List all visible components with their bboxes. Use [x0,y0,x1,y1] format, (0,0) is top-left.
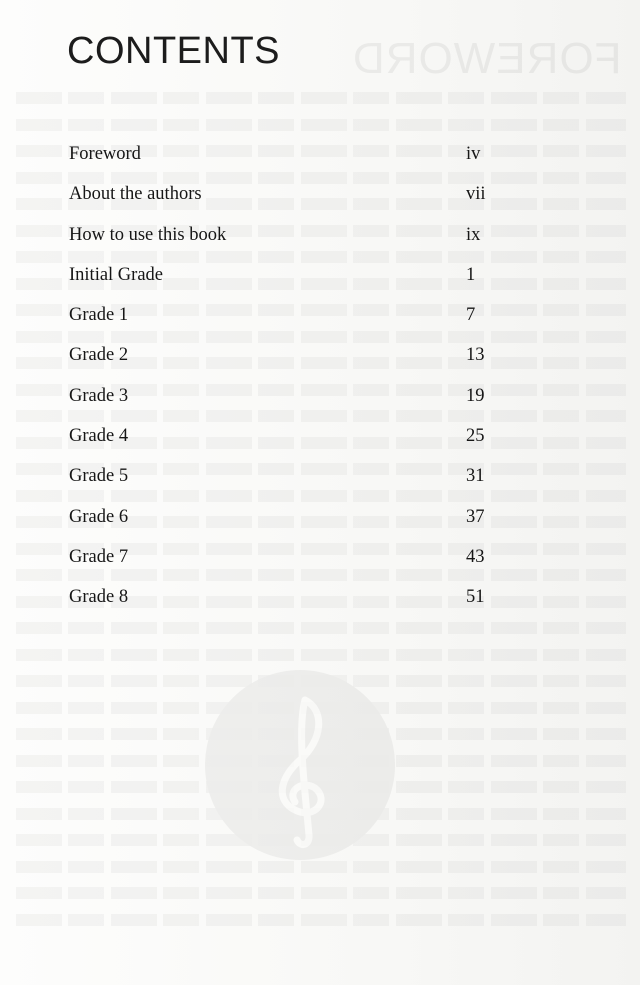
toc-entry-title: Grade 6 [69,506,129,527]
toc-entry-page: vii [466,184,486,205]
toc-entry-title: Grade 7 [69,546,129,567]
toc-entry[interactable] [69,464,499,504]
show-through-title: FOREWORD [352,34,622,83]
toc-entry-title: Grade 2 [69,345,129,366]
toc-entry[interactable] [69,182,499,222]
toc-entry-title: Grade 3 [69,385,129,406]
toc-entry[interactable] [69,263,499,303]
toc-entry-page: 51 [466,587,485,608]
toc-entry-page: 31 [466,466,485,487]
toc-entry-title: Grade 5 [69,466,129,487]
toc-entry-page: 7 [466,305,476,326]
toc-entry[interactable] [69,424,499,464]
toc-entry[interactable] [69,545,499,585]
toc-entry-page: ix [466,224,481,245]
toc-entry[interactable] [69,223,499,263]
toc-entry-page: 19 [466,385,485,406]
page-title: CONTENTS [67,30,280,72]
toc-entry-title: About the authors [69,184,202,205]
toc-entry-page: 13 [466,345,485,366]
toc-entry[interactable] [69,343,499,383]
toc-entry-title: Grade 1 [69,305,129,326]
toc-entry-page: 25 [466,426,485,447]
toc-entry-title: Initial Grade [69,264,163,285]
toc-entry[interactable] [69,142,499,182]
toc-entry-page: 43 [466,546,485,567]
toc-entry-page: 37 [466,506,485,527]
toc-entry-title: Grade 8 [69,587,129,608]
toc-entry[interactable] [69,585,499,625]
toc-entry[interactable] [69,384,499,424]
table-of-contents [69,142,499,626]
toc-entry-page: 1 [466,264,476,285]
toc-entry[interactable] [69,303,499,343]
toc-entry-page: iv [466,144,481,164]
treble-clef-watermark-icon [205,670,395,860]
toc-entry-title: Foreword [69,144,141,164]
toc-entry-title: How to use this book [69,224,227,245]
toc-entry-title: Grade 4 [69,426,129,447]
toc-entry[interactable] [69,505,499,545]
